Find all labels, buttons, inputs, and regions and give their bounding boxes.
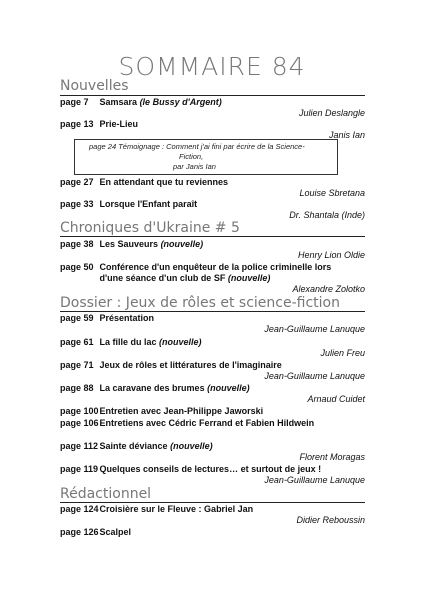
page-title: SOMMAIRE 84	[118, 52, 306, 81]
entry-author: Louise Sbretana	[299, 188, 365, 198]
entry-title: Sainte déviance	[99, 441, 168, 451]
toc-entry	[60, 239, 365, 250]
entry-author: Julien Freu	[320, 348, 365, 358]
entry-title: Scalpel	[99, 527, 132, 537]
page-number: page 124	[60, 504, 99, 514]
entry-title: Prie-Lieu	[99, 119, 139, 129]
toc-entry	[60, 406, 365, 417]
page-number: page 100	[60, 406, 99, 416]
entry-title: Conférence d'un enquêteur de la police criminelle lors	[99, 262, 332, 272]
entry-title: La caravane des brumes	[99, 383, 205, 393]
section-heading-chroniques: Chroniques d'Ukraine # 5	[60, 220, 240, 236]
entry-author: Dr. Shantala (Inde)	[289, 210, 365, 220]
entry-author: Jean-Guillaume Lanuque	[264, 475, 365, 485]
entry-title: Croisière sur le Fleuve : Gabriel Jan	[99, 504, 254, 514]
entry-author: Julien Deslangle	[298, 108, 365, 118]
page-number: page 61	[60, 337, 94, 347]
page-number: page 7	[60, 97, 89, 107]
entry-note: (nouvelle)	[159, 337, 202, 347]
section-heading-redactionnel: Rédactionnel	[60, 486, 152, 502]
toc-entry	[60, 177, 365, 188]
testimony-box	[74, 139, 338, 175]
entry-title: La fille du lac	[99, 337, 157, 347]
toc-entry	[60, 337, 365, 348]
entry-title: Jeux de rôles et littératures de l'imaginaire	[99, 360, 282, 370]
page-number: page 13	[60, 119, 94, 129]
toc-entry	[60, 383, 365, 394]
entry-note: (nouvelle)	[160, 239, 204, 249]
toc-entry	[60, 464, 365, 475]
entry-title: Entretiens avec Cédric Ferrand et Fabien Hildwein	[99, 418, 315, 428]
section-divider	[60, 502, 365, 503]
section-divider	[60, 311, 365, 312]
page-number: page 119	[60, 464, 99, 474]
toc-entry	[60, 119, 365, 130]
entry-author: Henry Lion Oldie	[297, 250, 365, 260]
page-number: page 106	[60, 418, 99, 428]
toc-entry	[60, 360, 365, 371]
entry-author: Arnaud Cuidet	[307, 394, 365, 404]
page-number: page 88	[60, 383, 94, 393]
toc-entry	[60, 418, 365, 429]
toc-entry	[60, 97, 365, 108]
page-number: page 38	[60, 239, 94, 249]
toc-entry	[60, 199, 365, 210]
entry-note: (le Bussy d'Argent)	[139, 97, 222, 107]
toc-entry-continued	[60, 273, 365, 284]
entry-note: (nouvelle)	[170, 441, 213, 451]
entry-author: Alexandre Zolotko	[292, 284, 365, 294]
box-line: page 24 Témoignage : Comment j'ai fini par écrire de la Science-	[89, 142, 305, 151]
entry-title-continued: d'une séance d'un club de SF	[99, 273, 226, 283]
section-divider	[60, 236, 365, 237]
entry-note: (nouvelle)	[227, 273, 271, 283]
box-line: Fiction,	[179, 152, 204, 161]
entry-title: Quelques conseils de lectures… et surtout de jeux !	[99, 464, 322, 474]
section-heading-dossier: Dossier : Jeux de rôles et science-fiction	[60, 295, 340, 311]
page-number: page 33	[60, 199, 94, 209]
page-number: page 71	[60, 360, 94, 370]
page-number: page 126	[60, 527, 99, 537]
entry-note: (nouvelle)	[207, 383, 250, 393]
page-number: page 50	[60, 262, 94, 272]
entry-title: Entretien avec Jean-Philippe Jaworski	[99, 406, 264, 416]
toc-entry	[60, 441, 365, 452]
toc-entry	[60, 262, 365, 273]
section-heading-nouvelles: Nouvelles	[60, 78, 129, 94]
entry-author: Florent Moragas	[299, 452, 365, 462]
entry-title: Lorsque l'Enfant paraît	[99, 199, 198, 209]
toc-entry	[60, 313, 365, 324]
page-number: page 59	[60, 313, 94, 323]
entry-author: Janis Ian	[328, 130, 365, 140]
section-divider	[60, 95, 365, 96]
entry-title: Samsara	[99, 97, 138, 107]
entry-author: Jean-Guillaume Lanuque	[264, 371, 365, 381]
entry-author: Jean-Guillaume Lanuque	[264, 324, 365, 334]
page-number: page 112	[60, 441, 99, 451]
toc-entry	[60, 504, 365, 515]
entry-title: Présentation	[99, 313, 155, 323]
entry-title: En attendant que tu reviennes	[99, 177, 229, 187]
toc-entry	[60, 527, 365, 538]
box-line: par Janis Ian	[173, 162, 216, 171]
entry-author: Didier Reboussin	[296, 515, 365, 525]
entry-title: Les Sauveurs	[99, 239, 159, 249]
page-number: page 27	[60, 177, 94, 187]
